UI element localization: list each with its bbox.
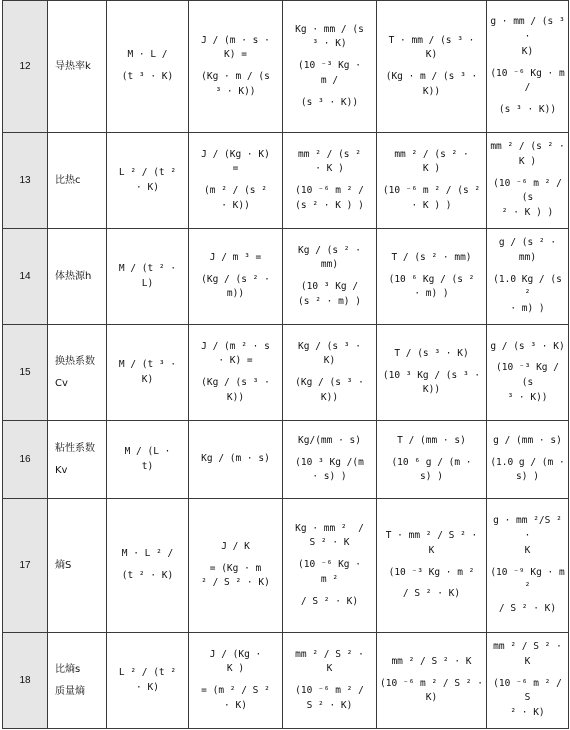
cell-line: (10 ⁻⁶ m ² / S [493, 677, 568, 704]
cell-line: Kv [55, 465, 68, 476]
cell-line: (10 ⁻³ Kg / (s [496, 362, 565, 388]
cell-line: m / [320, 74, 339, 86]
dimension-cell [107, 325, 189, 421]
line-gap [191, 555, 280, 562]
cell-line: S ² · K [309, 537, 350, 549]
t-mm-unit-cell [377, 1, 487, 133]
cell-line: s) ) [420, 471, 443, 483]
quantity-name-cell [48, 133, 107, 229]
cell-line: (Kg / (s ³ · [295, 377, 364, 388]
line-gap [285, 52, 374, 59]
kg-mm-unit-cell [283, 421, 377, 499]
cell-line: (Kg / (s ³ · [201, 377, 270, 388]
line-gap [55, 369, 104, 376]
kg-mm-unit-cell [283, 1, 377, 133]
line-gap [489, 449, 566, 456]
si-unit-cell [189, 633, 283, 729]
cell-line: Kg/(mm · s) [298, 434, 361, 446]
dimension-cell [107, 1, 189, 133]
cell-line: 粘性系数 [55, 442, 95, 454]
line-gap [285, 273, 374, 280]
kg-mm-unit-cell [283, 633, 377, 729]
cell-line: ² · K) [510, 707, 545, 719]
cell-line: K)) [226, 391, 245, 403]
cell-line: mm ² / (s ² · [394, 148, 469, 160]
line-gap [379, 670, 484, 677]
table-row [3, 325, 569, 421]
cell-line: M / (t ³ · [118, 358, 177, 370]
unit-conversion-table [2, 0, 569, 729]
table-row [3, 133, 569, 229]
cell-line: Kg · mm ² / [295, 522, 364, 534]
cell-line: J / (Kg · K) [201, 148, 270, 160]
line-gap [379, 266, 484, 273]
t-mm-unit-cell [377, 133, 487, 229]
cell-line: 导热率k [55, 60, 91, 72]
line-gap [489, 266, 566, 273]
row-number-cell: 13 [3, 133, 48, 229]
line-gap [109, 63, 186, 70]
cell-line: 体热源h [55, 270, 92, 282]
cell-line: (10 ³ Kg / [300, 281, 359, 292]
cell-line: (1.0 g / (m · [490, 456, 565, 468]
line-gap [379, 580, 484, 587]
cell-line: K ) [518, 155, 537, 167]
cell-line: · K ) ) [411, 199, 452, 211]
line-gap [285, 369, 374, 376]
g-mm-unit-cell [487, 633, 569, 729]
row-number-cell: 14 [3, 229, 48, 325]
cell-line: K ) [422, 163, 441, 175]
cell-line: / S ² · K) [402, 588, 461, 600]
cell-line: K) [521, 45, 534, 57]
cell-line: (10 ⁻³ Kg · [298, 60, 361, 72]
table-row [3, 633, 569, 729]
cell-line: (10 ⁻⁶ m ² / (s [493, 177, 568, 204]
cell-line: (10 ⁻⁶ m ² / S ² · [380, 677, 483, 689]
line-gap [191, 177, 280, 184]
row-number-cell: 17 [3, 499, 48, 633]
line-gap [285, 677, 374, 684]
t-mm-unit-cell [377, 229, 487, 325]
line-gap [109, 562, 186, 569]
quantity-name-cell [48, 499, 107, 633]
line-gap [489, 354, 566, 361]
table-row [3, 499, 569, 633]
kg-mm-unit-cell [283, 133, 377, 229]
cell-line: (10 ⁶ Kg / (s ² [388, 273, 475, 285]
cell-line: (10 ⁶ g / (m · [391, 456, 472, 468]
si-unit-cell [189, 229, 283, 325]
cell-line: K ) [226, 663, 245, 675]
cell-line: mm ² / S ² · [295, 648, 364, 660]
cell-line: Kg / (m · s) [201, 453, 270, 465]
cell-line: (10 ⁻⁶ Kg · [298, 559, 361, 571]
cell-line: s) ) [516, 471, 539, 483]
quantity-name-cell [48, 325, 107, 421]
cell-line: (t ³ · K) [121, 71, 174, 82]
cell-line: J / (m · s · [201, 34, 270, 46]
line-gap [489, 559, 566, 566]
line-gap [489, 670, 566, 677]
g-mm-unit-cell [487, 1, 569, 133]
cell-line: K)) [422, 85, 441, 97]
cell-line: M · L / [127, 49, 168, 61]
quantity-name-cell [48, 633, 107, 729]
cell-line: S ² · K) [306, 699, 353, 711]
cell-line: L) [141, 277, 154, 289]
line-gap [285, 449, 374, 456]
cell-line: Kg · mm / (s [295, 23, 364, 35]
cell-line: · m) ) [510, 303, 545, 315]
t-mm-unit-cell [377, 325, 487, 421]
cell-line: · K) = [218, 355, 253, 367]
cell-line: K) = [224, 49, 247, 61]
cell-line: K)) [422, 384, 441, 396]
quantity-name-cell [48, 1, 107, 133]
line-gap [55, 456, 104, 463]
cell-line: (Kg · m / (s [201, 71, 270, 82]
cell-line: · K) [136, 181, 159, 193]
table-row [3, 1, 569, 133]
cell-line: = (Kg · m [209, 562, 262, 574]
cell-line: (s ² · K ) ) [295, 199, 364, 211]
cell-line: ² · K ) ) [501, 207, 554, 219]
line-gap [191, 266, 280, 273]
cell-line: mm ² / S ² · K [493, 641, 568, 667]
cell-line: (10 ⁻⁶ m ² / [295, 685, 364, 696]
line-gap [191, 63, 280, 70]
cell-line: g / (mm · s) [493, 434, 562, 446]
cell-line: g · mm ²/S ² · [493, 515, 568, 542]
cell-line: M / (t ² · [118, 262, 177, 274]
cell-line: (10 ⁻³ Kg · m ² [388, 566, 475, 578]
line-gap [489, 60, 566, 67]
cell-line: g / (s ² · mm) [498, 237, 562, 263]
line-gap [55, 677, 104, 684]
cell-line: L ² / (t ² [118, 666, 177, 678]
si-unit-cell [189, 421, 283, 499]
quantity-name-cell [48, 229, 107, 325]
cell-line: (10 ⁻⁶ m ² / (s ² [382, 185, 481, 196]
table-row [3, 229, 569, 325]
cell-line: (10 ³ Kg / (s ³ · [382, 369, 481, 381]
cell-line: mm ² / (s ² [298, 148, 361, 160]
cell-line: = [232, 163, 239, 175]
cell-line: (s ³ · K)) [498, 103, 557, 115]
cell-line: ³ · K)) [507, 391, 548, 403]
dimension-cell [107, 421, 189, 499]
cell-line: Cv [55, 378, 68, 389]
cell-line: mm) [320, 259, 339, 271]
line-gap [285, 177, 374, 184]
cell-line: (m ² / (s ² [204, 185, 267, 196]
line-gap [285, 551, 374, 558]
row-number-cell: 15 [3, 325, 48, 421]
cell-line: m)) [226, 288, 245, 300]
cell-line: / S ² · K) [498, 602, 557, 614]
cell-line: (1.0 Kg / (s ² [493, 273, 568, 300]
cell-line: (Kg · m / (s ³ · [385, 71, 478, 82]
line-gap [191, 677, 280, 684]
cell-line: 比热c [55, 174, 81, 186]
cell-line: Kg / (s ³ · [298, 340, 361, 352]
table-row [3, 421, 569, 499]
dimension-cell [107, 633, 189, 729]
cell-line: T · mm ² / S ² · [385, 530, 478, 542]
cell-line: T · mm / (s ³ · [388, 34, 475, 46]
line-gap [489, 96, 566, 103]
line-gap [379, 362, 484, 369]
si-unit-cell [189, 1, 283, 133]
cell-line: (10 ⁻⁶ Kg · m / [490, 67, 570, 94]
cell-line: T / (s ² · mm) [391, 251, 472, 263]
cell-line: ² / S ² · K) [201, 577, 270, 589]
cell-line: K) [323, 355, 336, 367]
line-gap [379, 177, 484, 184]
cell-line: (10 ⁻⁹ Kg · m ² [490, 566, 570, 593]
row-number-cell: 12 [3, 1, 48, 133]
kg-mm-unit-cell [283, 325, 377, 421]
si-unit-cell [189, 325, 283, 421]
cell-line: · m) ) [414, 288, 449, 300]
cell-line: (s ³ · K)) [300, 96, 359, 108]
cell-line: K)) [320, 391, 339, 403]
cell-line: Kg / (s ² · [298, 244, 361, 256]
cell-line: t) [141, 460, 154, 472]
cell-line: = (m ² / S ² [201, 685, 270, 696]
kg-mm-unit-cell [283, 229, 377, 325]
g-mm-unit-cell [487, 499, 569, 633]
dimension-cell [107, 229, 189, 325]
cell-line: 比熵s [55, 663, 81, 675]
cell-line: K) [425, 49, 438, 61]
g-mm-unit-cell [487, 229, 569, 325]
t-mm-unit-cell [377, 499, 487, 633]
cell-line: ³ · K)) [215, 85, 256, 97]
line-gap [285, 588, 374, 595]
cell-line: g · mm / (s ³ · [490, 16, 570, 43]
dimension-cell [107, 499, 189, 633]
line-gap [191, 369, 280, 376]
cell-line: (t ² · K) [121, 570, 174, 581]
g-mm-unit-cell [487, 325, 569, 421]
t-mm-unit-cell [377, 633, 487, 729]
cell-line: · s) ) [312, 471, 347, 483]
cell-line: T / (mm · s) [397, 434, 466, 446]
cell-line: K) [141, 373, 154, 385]
g-mm-unit-cell [487, 133, 569, 229]
cell-line: · K ) [315, 163, 344, 175]
cell-line: J / K [221, 540, 250, 552]
line-gap [379, 559, 484, 566]
cell-line: J / (Kg · [209, 648, 262, 660]
cell-line: g / (s ³ · K) [490, 340, 565, 352]
row-number-cell: 18 [3, 633, 48, 729]
line-gap [489, 170, 566, 177]
kg-mm-unit-cell [283, 499, 377, 633]
cell-line: mm ² / S ² · K [391, 655, 472, 667]
cell-line: · K) [224, 699, 247, 711]
cell-line: / S ² · K) [300, 595, 359, 607]
cell-line: 质量熵 [55, 686, 85, 697]
cell-line: 换热系数 [55, 355, 95, 367]
cell-line: J / m ³ = [209, 251, 262, 263]
line-gap [379, 449, 484, 456]
g-mm-unit-cell [487, 421, 569, 499]
cell-line: m ² [320, 573, 339, 585]
cell-line: J / (m ² · s [201, 340, 270, 352]
cell-line: mm ² / (s ² · [490, 141, 565, 153]
si-unit-cell [189, 499, 283, 633]
cell-line: (10 ³ Kg /(m [295, 456, 364, 468]
dimension-cell [107, 133, 189, 229]
cell-line: L ² / (t ² [118, 166, 177, 178]
cell-line: 熵S [55, 559, 72, 571]
cell-line: T / (s ³ · K) [394, 347, 469, 359]
cell-line: K [524, 544, 531, 556]
cell-line: ³ · K) [312, 38, 347, 50]
cell-line: (Kg / (s ² · [201, 273, 270, 285]
cell-line: K) [425, 692, 438, 704]
si-unit-cell [189, 133, 283, 229]
cell-line: (s ² · m) ) [298, 295, 361, 307]
table-body [3, 1, 569, 729]
cell-line: M · L ² / [121, 548, 174, 560]
cell-line: M / (L · [124, 445, 171, 457]
line-gap [489, 595, 566, 602]
cell-line: K [326, 663, 333, 675]
row-number-cell: 16 [3, 421, 48, 499]
quantity-name-cell [48, 421, 107, 499]
cell-line: (10 ⁻⁶ m ² / [295, 185, 364, 196]
cell-line: · K)) [221, 199, 250, 211]
t-mm-unit-cell [377, 421, 487, 499]
line-gap [379, 63, 484, 70]
cell-line: K [428, 544, 435, 556]
cell-line: · K) [136, 681, 159, 693]
line-gap [285, 89, 374, 96]
